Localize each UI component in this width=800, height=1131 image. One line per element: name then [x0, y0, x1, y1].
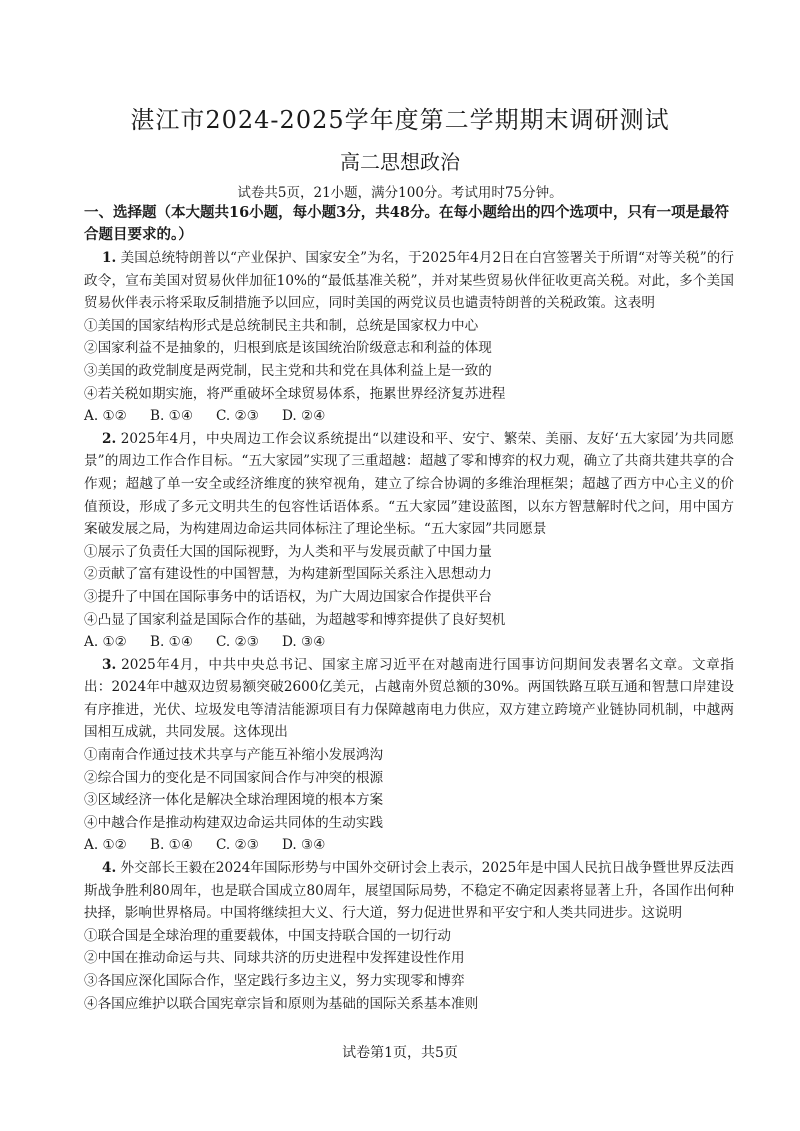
exam-title: 湛江市2024-2025学年度第二学期期末调研测试 [130, 106, 670, 134]
choice-b: B. ①④ [150, 837, 194, 854]
choice-a: A. ①② [84, 837, 127, 854]
choice-d: D. ③④ [282, 837, 326, 854]
question-4 [84, 857, 734, 1015]
question-number: 3. [102, 656, 117, 673]
question-text: 2025年4月，中共中央总书记、国家主席习近平在对越南进行国事访问期间发表署名文章。文章指出：2024年中越双边贸易额突破2600亿美元，占越南外贸总额的30%。两国铁路互联互通和智慧口岸建设有序推进，光伏、垃圾发电等清洁能源项目有力保障越南电力供应，双方建立跨境产业链协同机制，中越两国相互成就，共同发展。这体现出 [84, 656, 734, 741]
statement-option: ①联合国是全球治理的重要载体，中国支持联合国的一切行动 [84, 927, 452, 944]
answer-choices [84, 405, 734, 428]
page-footer: 试卷第1页，共5页 [342, 1045, 458, 1061]
question-text: 外交部长王毅在2024年国际形势与中国外交研讨会上表示，2025年是中国人民抗日战争暨世界反法西斯战争胜利80周年，也是联合国成立80周年，展望国际局势，不稳定不确定因素将显著上升，各国作出何种抉择，影响世界格局。中国将继续担大义、行大道，努力促进世界和平安宁和人类共同进步。这说明 [84, 860, 735, 922]
choice-d: D. ③④ [282, 634, 326, 651]
question-2 [84, 428, 734, 654]
statement-option: ③美国的政党制度是两党制，民主党和共和党在具体利益上是一致的 [84, 362, 492, 379]
statement-option: ④各国应维护以联合国宪章宗旨和原则为基础的国际关系基本准则 [84, 995, 479, 1012]
statement-option: ②国家利益不是抽象的，归根到底是该国统治阶级意志和利益的体现 [84, 340, 492, 357]
statement-option: ①展示了负责任大国的国际视野，为人类和平与发展贡献了中国力量 [84, 543, 492, 560]
question-1 [84, 247, 734, 428]
question-text: 美国总统特朗普以“产业保护、国家安全”为名，于2025年4月2日在白宫签署关于所谓“对等关税”的行政令，宣布美国对贸易伙伴加征10%的“最低基准关税”，并对某些贸易伙伴征收更高关税。对此，多个美国贸易伙伴表示将采取反制措施予以回应，同时美国的两党议员也谴责特朗普的关税政策。这表明 [84, 250, 734, 312]
section-heading: 一、选择题（本大题共16小题，每小题3分，共48分。在每小题给出的四个选项中，只有一项是最符合题目要求的。） [84, 204, 729, 243]
question-3 [84, 654, 734, 857]
question-stem [84, 247, 734, 315]
choice-b: B. ①④ [150, 408, 194, 425]
statement-option: ③区域经济一体化是解决全球治理困境的根本方案 [84, 792, 384, 809]
question-number: 2. [102, 430, 117, 447]
choice-d: D. ②④ [282, 408, 326, 425]
statement-option: ②综合国力的变化是不同国家间合作与冲突的根源 [84, 769, 384, 786]
statement-option: ③提升了中国在国际事务中的话语权，为广大周边国家合作提供平台 [84, 588, 492, 605]
choice-c: C. ②③ [216, 837, 259, 854]
question-text: 2025年4月，中央周边工作会议系统提出“以建设和平、安宁、繁荣、美丽、友好‘五大家园’为共同愿景”的周边工作合作目标。“五大家园”实现了三重超越：超越了零和博弈的权力观，确立了共商共建共享的合作观；超越了单一安全或经济维度的狭窄视角，建立了综合协调的多维治理框架；超越了西方中心主义的价值预设，形成了多元文明共生的包容性话语体系。“五大家园”建设蓝图，以东方智慧解时代之问，用中国方案破发展之局，为构建周边命运共同体标注了理论坐标。“五大家园”共同愿景 [84, 430, 734, 538]
statement-option: ①美国的国家结构形式是总统制民主共和制，总统是国家权力中心 [84, 317, 479, 334]
question-stem [84, 857, 734, 925]
question-stem [84, 428, 734, 541]
choice-a: A. ①② [84, 634, 127, 651]
choice-a: A. ①② [84, 408, 127, 425]
statement-option: ①南南合作通过技术共享与产能互补缩小发展鸿沟 [84, 747, 384, 764]
exam-info: 试卷共5页，21小题，满分100分。考试用时75分钟。 [237, 185, 563, 201]
choice-c: C. ②③ [216, 408, 259, 425]
question-number: 4. [102, 860, 117, 877]
questions-list [84, 247, 734, 1015]
question-stem [84, 654, 734, 744]
choice-c: C. ②③ [216, 634, 259, 651]
statement-option: ③各国应深化国际合作，坚定践行多边主义，努力实现零和博弈 [84, 973, 465, 989]
question-number: 1. [102, 250, 117, 266]
answer-choices [84, 834, 734, 857]
statement-option: ②贡献了富有建设性的中国智慧，为构建新型国际关系注入思想动力 [84, 566, 492, 583]
statement-option: ④若关税如期实施，将严重破坏全球贸易体系，拖累世界经济复苏进程 [84, 385, 506, 402]
statement-option: ④凸显了国家利益是国际合作的基础，为超越零和博弈提供了良好契机 [84, 611, 506, 628]
choice-b: B. ①④ [150, 634, 194, 651]
statement-option: ④中越合作是推动构建双边命运共同体的生动实践 [84, 814, 384, 831]
exam-subject: 高二思想政治 [340, 150, 460, 174]
answer-choices [84, 631, 734, 654]
statement-option: ②中国在推动命运与共、同球共济的历史进程中发挥建设性作用 [84, 950, 465, 967]
